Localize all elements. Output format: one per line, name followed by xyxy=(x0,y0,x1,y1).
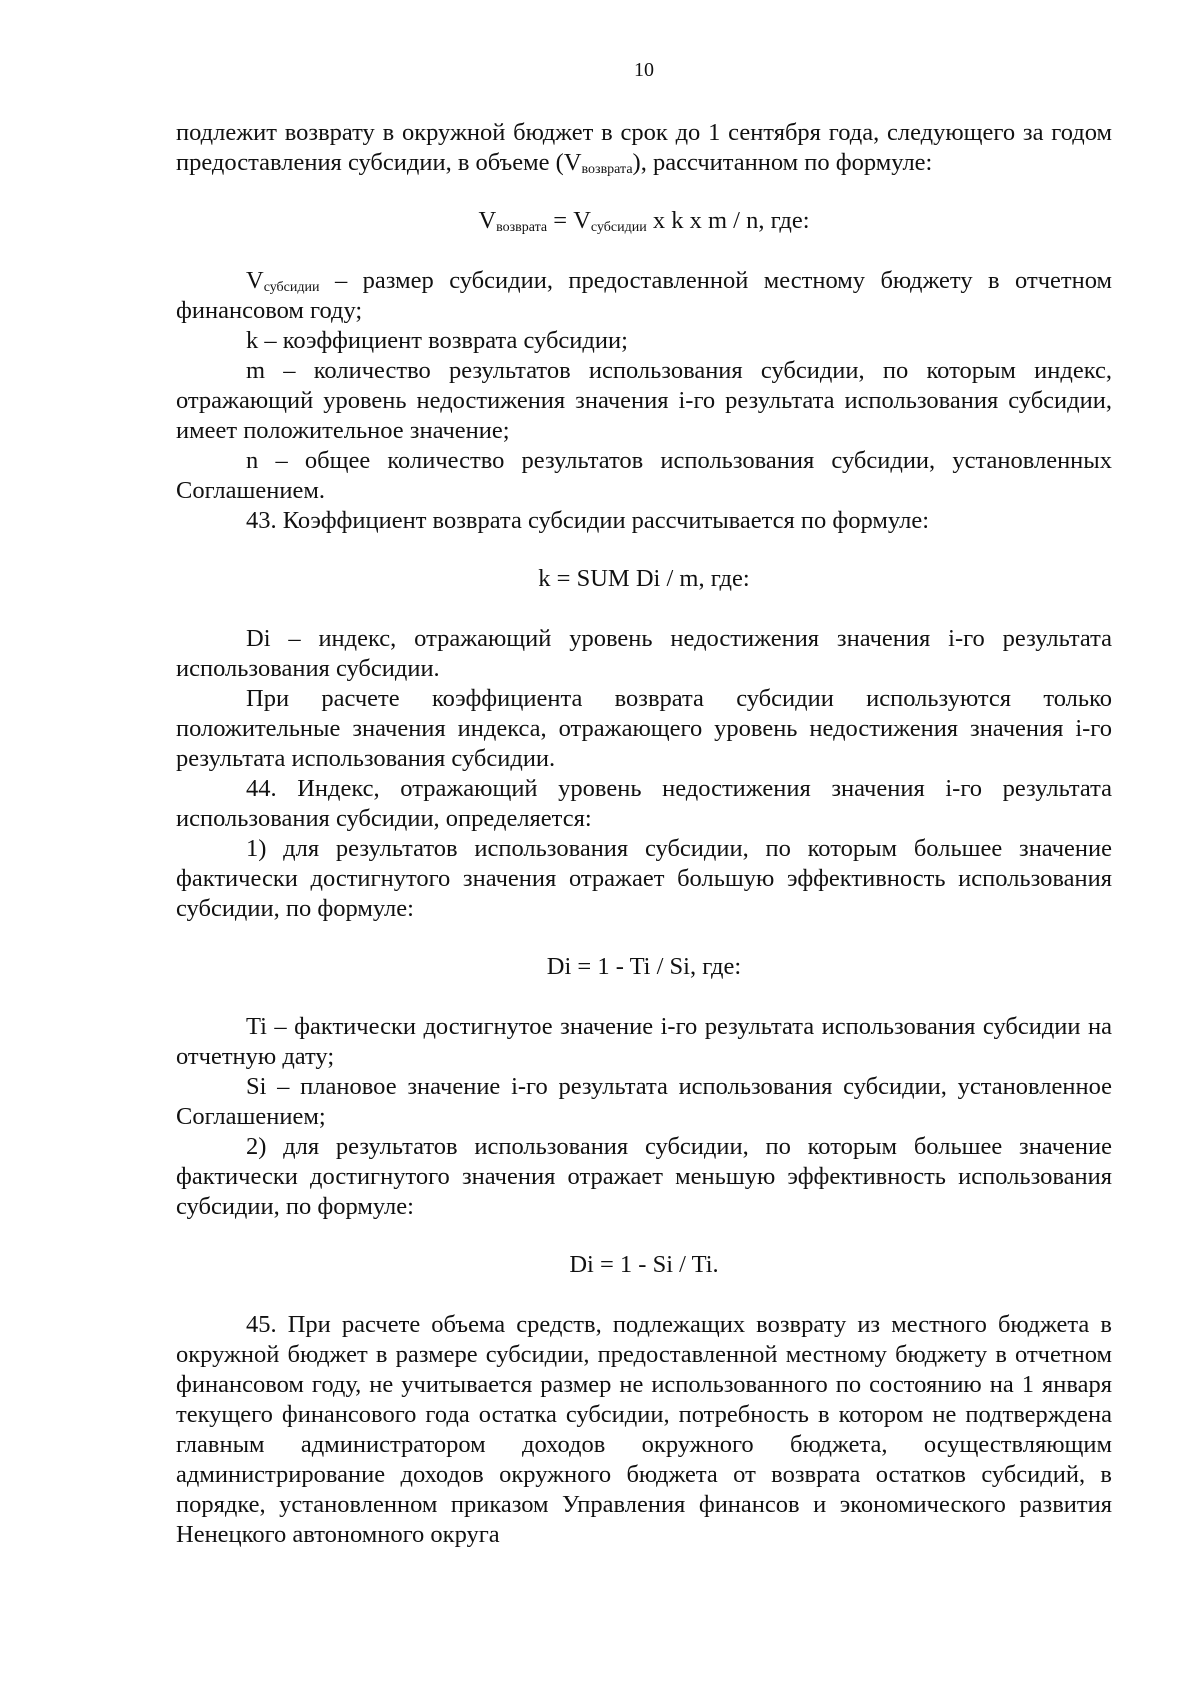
definition-ti: Ti – фактически достигнутое значение i-го результата использования субсидии на отчетную дату; xyxy=(176,1013,1112,1070)
formula-v: V xyxy=(478,207,497,234)
paragraph-44-1: 1) для результатов использования субсидии, по которым большее значение фактически достигнутого значения отражает большую эффективность использования субсидии, по формуле: xyxy=(176,835,1112,922)
paragraph-45: 45. При расчете объема средств, подлежащих возврату из местного бюджета в окружной бюджет в размере субсидии, предоставленной местному бюджету в отчетном финансовом году, не учитывается размер не использованного по состоянию на 1 января текущего финансового года остатка субсидии, потребность в котором не подтверждена главным администратором доходов окружного бюджета, осуществляющим администрирование доходов окружного бюджета от возврата остатков субсидий, в порядке, установленном приказом Управления финансов и экономического развития Ненецкого автономного округа xyxy=(176,1311,1112,1548)
definition-si: Si – плановое значение i-го результата использования субсидии, установленное Соглашением; xyxy=(176,1073,1112,1130)
definition-v-sub: субсидии xyxy=(263,280,320,295)
page-number: 10 xyxy=(634,59,654,81)
formula-sub-subsidii: субсидии xyxy=(590,220,647,235)
formula-di-2: Di = 1 - Si / Ti. xyxy=(569,1251,719,1278)
formula-eq: = V xyxy=(547,207,591,234)
paragraph-44: 44. Индекс, отражающий уровень недостижения значения i-го результата использования субсидии, определяется: xyxy=(176,775,1112,832)
formula-sub-vozvrata: возврата xyxy=(496,220,548,235)
formula-rest: x k x m / n, где: xyxy=(646,207,810,234)
formula-return-volume xyxy=(176,206,1112,236)
paragraph-intro-text: подлежит возврату в окружной бюджет в срок до 1 сентября года, следующего за годом предоставления субсидии, в объеме (V xyxy=(176,119,1112,176)
paragraph-calc: При расчете коэффициента возврата субсидии используются только положительные значения индекса, отражающего уровень недостижения значения i-го результата использования субсидии. xyxy=(176,685,1112,772)
definition-v-var: V xyxy=(246,267,264,294)
formula-di-1: Di = 1 - Ti / Si, где: xyxy=(546,953,742,980)
paragraph-intro xyxy=(176,118,1112,178)
paragraph-43: 43. Коэффициент возврата субсидии рассчитывается по формуле: xyxy=(246,507,930,534)
definition-m: m – количество результатов использования субсидии, по которым индекс, отражающий уровень недостижения значения i-го результата использования субсидии, имеет положительное значение; xyxy=(176,357,1112,444)
subscript-vozvrata: возврата xyxy=(581,162,633,177)
definition-v-subsidii xyxy=(176,266,1112,326)
definition-v-text: – размер субсидии, предоставленной местному бюджету в отчетном финансовом году; xyxy=(176,267,1112,324)
definition-di: Di – индекс, отражающий уровень недостижения значения i-го результата использования субсидии. xyxy=(176,625,1112,682)
definition-k: k – коэффициент возврата субсидии; xyxy=(246,327,628,354)
document-page xyxy=(176,0,1112,1698)
document-body xyxy=(176,118,1112,1550)
formula-k: k = SUM Di / m, где: xyxy=(538,565,750,592)
definition-n: n – общее количество результатов использования субсидии, установленных Соглашением. xyxy=(176,447,1112,504)
paragraph-intro-end: ), рассчитанном по формуле: xyxy=(632,149,933,176)
paragraph-44-2: 2) для результатов использования субсидии, по которым большее значение фактически достигнутого значения отражает меньшую эффективность использования субсидии, по формуле: xyxy=(176,1133,1112,1220)
